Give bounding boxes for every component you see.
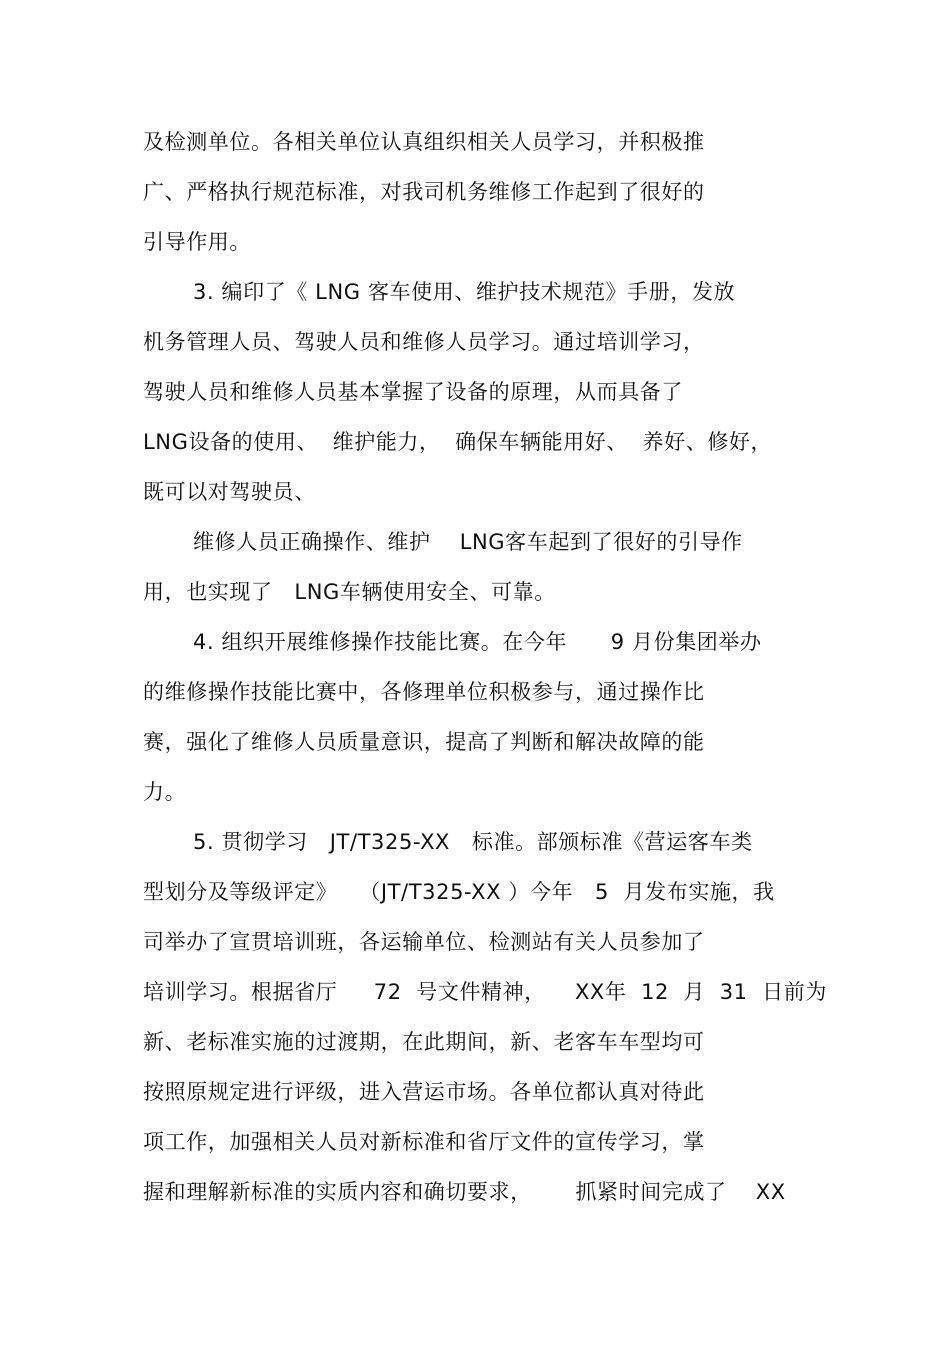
text-line: 维修人员正确操作、维护 LNG客车起到了很好的引导作 — [193, 530, 743, 554]
text-line: 赛，强化了维修人员质量意识，提高了判断和解决故障的能 — [143, 730, 705, 754]
text-line: 培训学习。根据省厅 72 号文件精神， XX年 12 月 31 日前为 — [143, 980, 827, 1004]
text-line: 机务管理人员、驾驶人员和维修人员学习。通过培训学习， — [143, 330, 705, 354]
text-line: 4. 组织开展维修操作技能比赛。在今年 9 月份集团举办 — [193, 630, 762, 654]
text-line: 既可以对驾驶员、 — [143, 480, 316, 504]
text-line: 型划分及等级评定》 （JT/T325-XX ）今年 5 月发布实施，我 — [143, 880, 775, 904]
text-line: 用，也实现了 LNG车辆使用安全、可靠。 — [143, 580, 556, 604]
text-line: 项工作，加强相关人员对新标准和省厅文件的宣传学习，掌 — [143, 1130, 705, 1154]
text-line: 新、老标准实施的过渡期，在此期间，新、老客车车型均可 — [143, 1030, 705, 1054]
text-line: 驾驶人员和维修人员基本掌握了设备的原理，从而具备了 — [143, 380, 683, 404]
text-line: 的维修操作技能比赛中，各修理单位积极参与，通过操作比 — [143, 680, 705, 704]
text-line: 引导作用。 — [143, 230, 251, 254]
text-line: 5. 贯彻学习 JT/T325-XX 标准。部颁标准《营运客车类 — [193, 830, 753, 854]
text-line: LNG设备的使用、 维护能力， 确保车辆能用好、 养好、修好， — [143, 430, 773, 454]
text-line: 3. 编印了《 LNG 客车使用、维护技术规范》手册，发放 — [193, 280, 736, 304]
text-line: 司举办了宣贯培训班，各运输单位、检测站有关人员参加了 — [143, 930, 705, 954]
text-line: 广、严格执行规范标准，对我司机务维修工作起到了很好的 — [143, 180, 705, 204]
text-line: 力。 — [143, 780, 187, 804]
text-line: 按照原规定进行评级，进入营运市场。各单位都认真对待此 — [143, 1080, 705, 1104]
text-line: 握和理解新标准的实质内容和确切要求， 抓紧时间完成了 XX — [143, 1180, 786, 1204]
text-line: 及检测单位。各相关单位认真组织相关人员学习，并积极推 — [143, 130, 705, 154]
